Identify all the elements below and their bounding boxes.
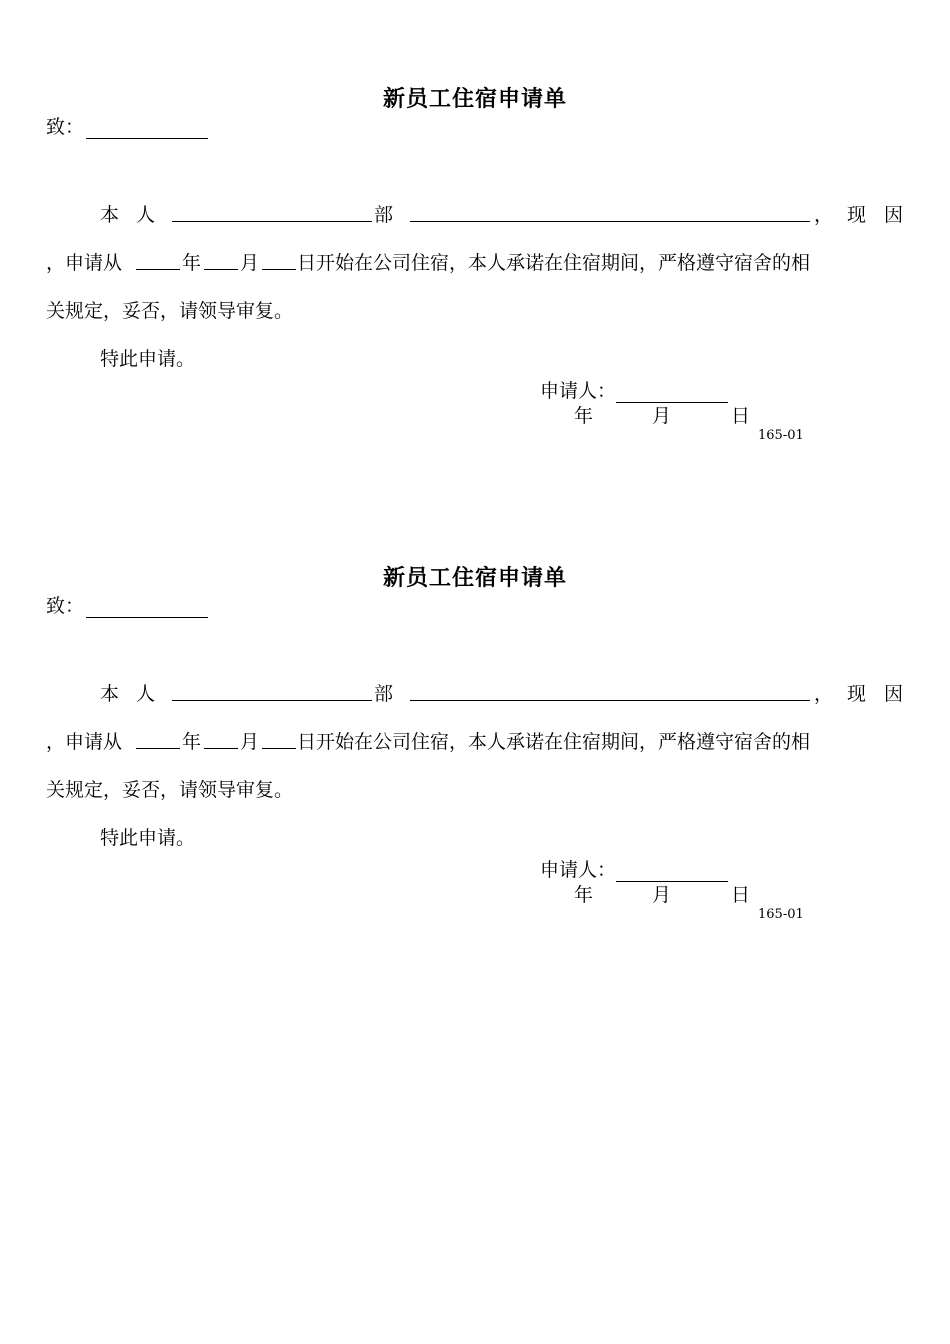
applicant-label: 申请人： xyxy=(540,380,617,402)
month-blank[interactable] xyxy=(204,748,238,749)
word-ren: 人 xyxy=(136,683,156,705)
applicant-blank[interactable] xyxy=(616,382,728,403)
month-blank[interactable] xyxy=(204,269,238,270)
body-line-2 xyxy=(46,727,904,753)
body-line-4 xyxy=(46,823,904,849)
date-day: 日 xyxy=(731,884,751,906)
word-ben: 本 xyxy=(100,204,120,226)
month-label: 月 xyxy=(240,731,260,753)
form-code: 165-01 xyxy=(758,428,804,443)
date-day: 日 xyxy=(731,405,751,427)
month-label: 月 xyxy=(240,252,260,274)
applicant-signature xyxy=(540,376,728,403)
to-label: 致： xyxy=(46,116,85,138)
addressee-line xyxy=(46,112,208,139)
name-blank[interactable] xyxy=(172,221,372,222)
body-line-1 xyxy=(46,200,904,226)
body-line-3 xyxy=(46,296,904,322)
application-form-2 xyxy=(0,479,950,949)
date-month: 月 xyxy=(652,884,672,906)
year-label: 年 xyxy=(182,731,202,753)
addressee-blank[interactable] xyxy=(86,597,208,618)
date-year: 年 xyxy=(574,405,594,427)
form-title: 新员工住宿申请单 xyxy=(382,86,567,112)
word-dept: 部 xyxy=(374,204,394,226)
closing-text: 特此申请。 xyxy=(100,827,196,849)
word-ben: 本 xyxy=(100,683,120,705)
form-title: 新员工住宿申请单 xyxy=(382,565,567,591)
word-dept: 部 xyxy=(374,683,394,705)
day-blank[interactable] xyxy=(262,269,296,270)
closing-text: 特此申请。 xyxy=(100,348,196,370)
year-label: 年 xyxy=(182,252,202,274)
application-form-1 xyxy=(0,0,950,470)
body-line-3 xyxy=(46,775,904,801)
body-line-2 xyxy=(46,248,904,274)
commitment-text: 日开始在公司住宿，本人承诺在住宿期间，严格遵守宿舍的相 xyxy=(297,252,811,274)
year-blank[interactable] xyxy=(136,748,180,749)
year-blank[interactable] xyxy=(136,269,180,270)
addressee-blank[interactable] xyxy=(86,118,208,139)
day-blank[interactable] xyxy=(262,748,296,749)
addressee-line xyxy=(46,591,208,618)
comma: ， xyxy=(814,683,834,705)
applicant-signature xyxy=(540,855,728,882)
word-yin: 因 xyxy=(884,683,904,705)
comma: ， xyxy=(814,204,834,226)
commitment-text: 日开始在公司住宿，本人承诺在住宿期间，严格遵守宿舍的相 xyxy=(297,731,811,753)
form-code: 165-01 xyxy=(758,907,804,922)
rules-text: 关规定，妥否，请领导审复。 xyxy=(46,779,294,801)
word-xian: 现 xyxy=(847,204,867,226)
reason-blank[interactable] xyxy=(410,221,810,222)
rules-text: 关规定，妥否，请领导审复。 xyxy=(46,300,294,322)
body-line-4 xyxy=(46,344,904,370)
reason-blank[interactable] xyxy=(410,700,810,701)
apply-from-text: ，申请从 xyxy=(46,252,123,274)
word-yin: 因 xyxy=(884,204,904,226)
to-label: 致： xyxy=(46,595,85,617)
date-month: 月 xyxy=(652,405,672,427)
body-line-1 xyxy=(46,679,904,705)
apply-from-text: ，申请从 xyxy=(46,731,123,753)
word-xian: 现 xyxy=(847,683,867,705)
applicant-blank[interactable] xyxy=(616,861,728,882)
word-ren: 人 xyxy=(136,204,156,226)
name-blank[interactable] xyxy=(172,700,372,701)
date-year: 年 xyxy=(574,884,594,906)
applicant-label: 申请人： xyxy=(540,859,617,881)
